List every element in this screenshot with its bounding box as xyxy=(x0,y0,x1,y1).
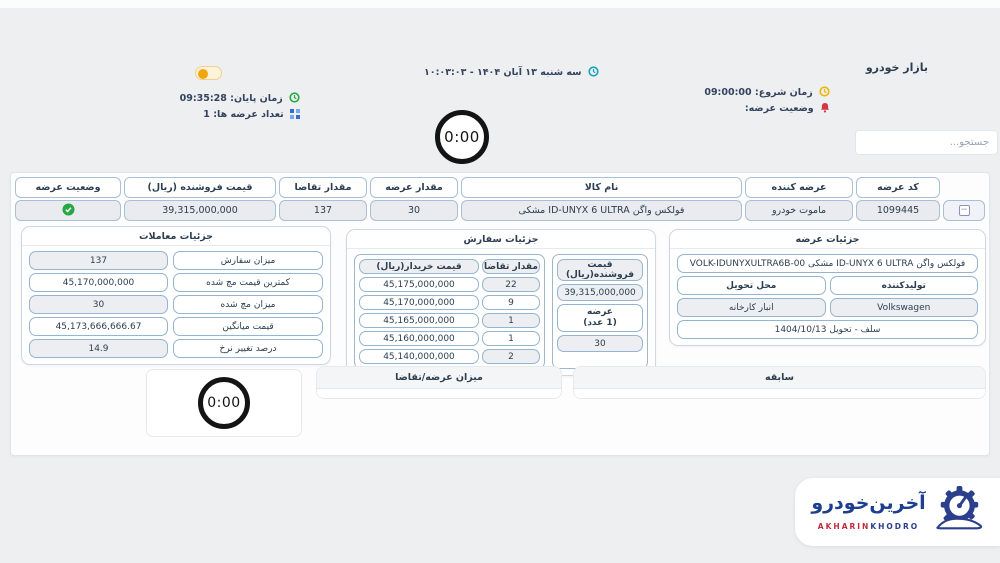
header-demand-qty: مقدار تقاضا xyxy=(279,177,367,198)
order-price: 45,175,000,000 xyxy=(359,277,479,292)
end-time-label: زمان پایان: xyxy=(230,93,283,104)
sell-qty-value: 30 xyxy=(557,335,643,352)
order-details-panel xyxy=(346,229,656,376)
brand-name-en: AKHARINKHODRO xyxy=(817,521,920,531)
order-price: 45,140,000,000 xyxy=(359,349,479,364)
check-circle-icon xyxy=(62,203,75,219)
buy-side-box xyxy=(354,254,545,369)
header-offer-code: کد عرضه xyxy=(856,177,940,198)
minus-icon: − xyxy=(960,205,968,215)
cell-supply-status xyxy=(15,200,121,221)
trade-value: 137 xyxy=(29,251,168,270)
toggle-knob xyxy=(198,69,208,79)
order-qty: 22 xyxy=(482,277,540,292)
session-info-right xyxy=(704,86,830,118)
orderbook-row xyxy=(359,277,540,292)
brand-wordmark xyxy=(811,492,925,533)
delivery-header: محل تحویل xyxy=(677,276,826,295)
order-price: 45,165,000,000 xyxy=(359,313,479,328)
page-title: بازار خودرو xyxy=(865,61,928,74)
end-time-value: 09:35:28 xyxy=(179,93,227,104)
clock-icon xyxy=(289,92,300,108)
supply-count: (1 عدد) xyxy=(583,318,617,328)
orderbook-row xyxy=(359,331,540,346)
collapse-row-button[interactable] xyxy=(943,200,985,221)
order-price: 45,170,000,000 xyxy=(359,295,479,310)
offer-count-label: تعداد عرضه ها: xyxy=(213,109,284,120)
main-countdown-timer xyxy=(435,110,489,164)
buyer-price-header: قیمت خریدار(ریال) xyxy=(359,259,479,274)
trade-label: قیمت میانگین xyxy=(173,317,323,336)
trade-details-panel xyxy=(21,226,331,365)
start-time-value: 09:00:00 xyxy=(704,87,752,98)
trade-value: 14.9 xyxy=(29,339,168,358)
offer-count-row xyxy=(200,108,300,124)
order-qty: 1 xyxy=(482,313,540,328)
trade-label: درصد تغییر نرخ xyxy=(173,339,323,358)
header-supply-qty: مقدار عرضه xyxy=(370,177,458,198)
header-supply-status: وضعیت عرضه xyxy=(15,177,121,198)
offers-table-header xyxy=(15,177,985,198)
supply-status-row xyxy=(704,102,830,118)
end-time-row xyxy=(179,92,300,108)
date-row xyxy=(424,66,599,82)
cell-offer-code: 1099445 xyxy=(856,200,940,221)
supply-status-label: وضعیت عرضه: xyxy=(744,103,814,114)
secondary-timer-card xyxy=(146,369,302,437)
cell-product-name: فولکس واگن ID-UNYX 6 ULTRA مشکی xyxy=(461,200,742,221)
order-price: 45,160,000,000 xyxy=(359,331,479,346)
main-timer-value: 0:00 xyxy=(444,128,480,146)
header-supplier: عرضه کننده xyxy=(745,177,853,198)
trade-value: 30 xyxy=(29,295,168,314)
cell-supplier: ماموت خودرو xyxy=(745,200,853,221)
secondary-timer-value: 0:00 xyxy=(207,395,241,411)
brand-name-fa: آخرین‌خودرو xyxy=(811,491,926,514)
clock-icon xyxy=(819,86,830,102)
trade-detail-row xyxy=(29,339,323,358)
trade-detail-row xyxy=(29,251,323,270)
orderbook-header-row xyxy=(359,259,540,274)
trade-details-title: جزئیات معاملات xyxy=(22,227,330,246)
trade-value: 45,173,666,666.67 xyxy=(29,317,168,336)
trade-detail-row xyxy=(29,273,323,292)
start-time-label: زمان شروع: xyxy=(754,87,813,98)
brand-gear-icon xyxy=(934,485,984,539)
producer-header: تولیدکننده xyxy=(830,276,979,295)
trade-label: کمترین قیمت مچ شده xyxy=(173,273,323,292)
grid-icon xyxy=(290,109,300,124)
clock-icon xyxy=(588,66,599,82)
window-top-strip xyxy=(0,0,1000,8)
date-text: سه شنبه ۱۳ آبان ۱۴۰۴ - ۱۰:۰۳:۰۳ xyxy=(424,67,582,78)
history-section xyxy=(573,366,986,399)
orderbook-row xyxy=(359,349,540,364)
supply-details-panel xyxy=(669,229,986,346)
session-info-left xyxy=(179,92,300,124)
supply-unit-cell xyxy=(557,304,643,332)
delivery-terms: سلف - تحویل 1404/10/13 xyxy=(677,320,978,339)
orderbook-row xyxy=(359,313,540,328)
demand-qty-header: مقدار تقاضا xyxy=(482,259,540,274)
history-body xyxy=(574,389,985,398)
trade-value: 45,170,000,000 xyxy=(29,273,168,292)
table-row[interactable] xyxy=(15,200,985,221)
offer-count-value: 1 xyxy=(203,109,210,120)
cell-supply-qty: 30 xyxy=(370,200,458,221)
market-content xyxy=(10,172,990,456)
order-details-title: جزئیات سفارش xyxy=(347,230,655,249)
history-header[interactable]: سابقه xyxy=(574,367,985,389)
supply-demand-section xyxy=(316,366,562,399)
seller-price-value: 39,315,000,000 xyxy=(557,284,643,301)
trade-label: میزان سفارش xyxy=(173,251,323,270)
notifications-toggle[interactable] xyxy=(195,66,222,80)
order-qty: 2 xyxy=(482,349,540,364)
secondary-countdown-timer xyxy=(198,377,250,429)
cell-seller-price: 39,315,000,000 xyxy=(124,200,276,221)
brand-logo-card xyxy=(795,478,1000,546)
supply-label: عرضه xyxy=(587,307,613,317)
bell-icon xyxy=(820,102,830,118)
producer-value: Volkswagen xyxy=(830,298,979,317)
supply-product-line: فولکس واگن ID-UNYX 6 ULTRA مشکی VOLK-IDUNYXULTRA6B-00 xyxy=(677,254,978,273)
order-qty: 9 xyxy=(482,295,540,310)
delivery-value: انبار کارخانه xyxy=(677,298,826,317)
seller-price-header: قیمت فروشنده(ریال) xyxy=(557,259,643,281)
supply-details-title: جزئیات عرضه xyxy=(670,230,985,249)
sell-side-box xyxy=(552,254,648,369)
start-time-row xyxy=(704,86,830,102)
header-product-name: نام کالا xyxy=(461,177,742,198)
trade-label: میزان مچ شده xyxy=(173,295,323,314)
supply-demand-header[interactable]: میزان عرضه/تقاضا xyxy=(317,367,561,389)
cell-demand-qty: 137 xyxy=(279,200,367,221)
orderbook-row xyxy=(359,295,540,310)
trade-detail-row xyxy=(29,295,323,314)
supply-demand-body xyxy=(317,389,561,398)
search-input[interactable] xyxy=(855,130,998,155)
order-qty: 1 xyxy=(482,331,540,346)
trade-detail-row xyxy=(29,317,323,336)
header-seller-price: قیمت فروشنده (ریال) xyxy=(124,177,276,198)
